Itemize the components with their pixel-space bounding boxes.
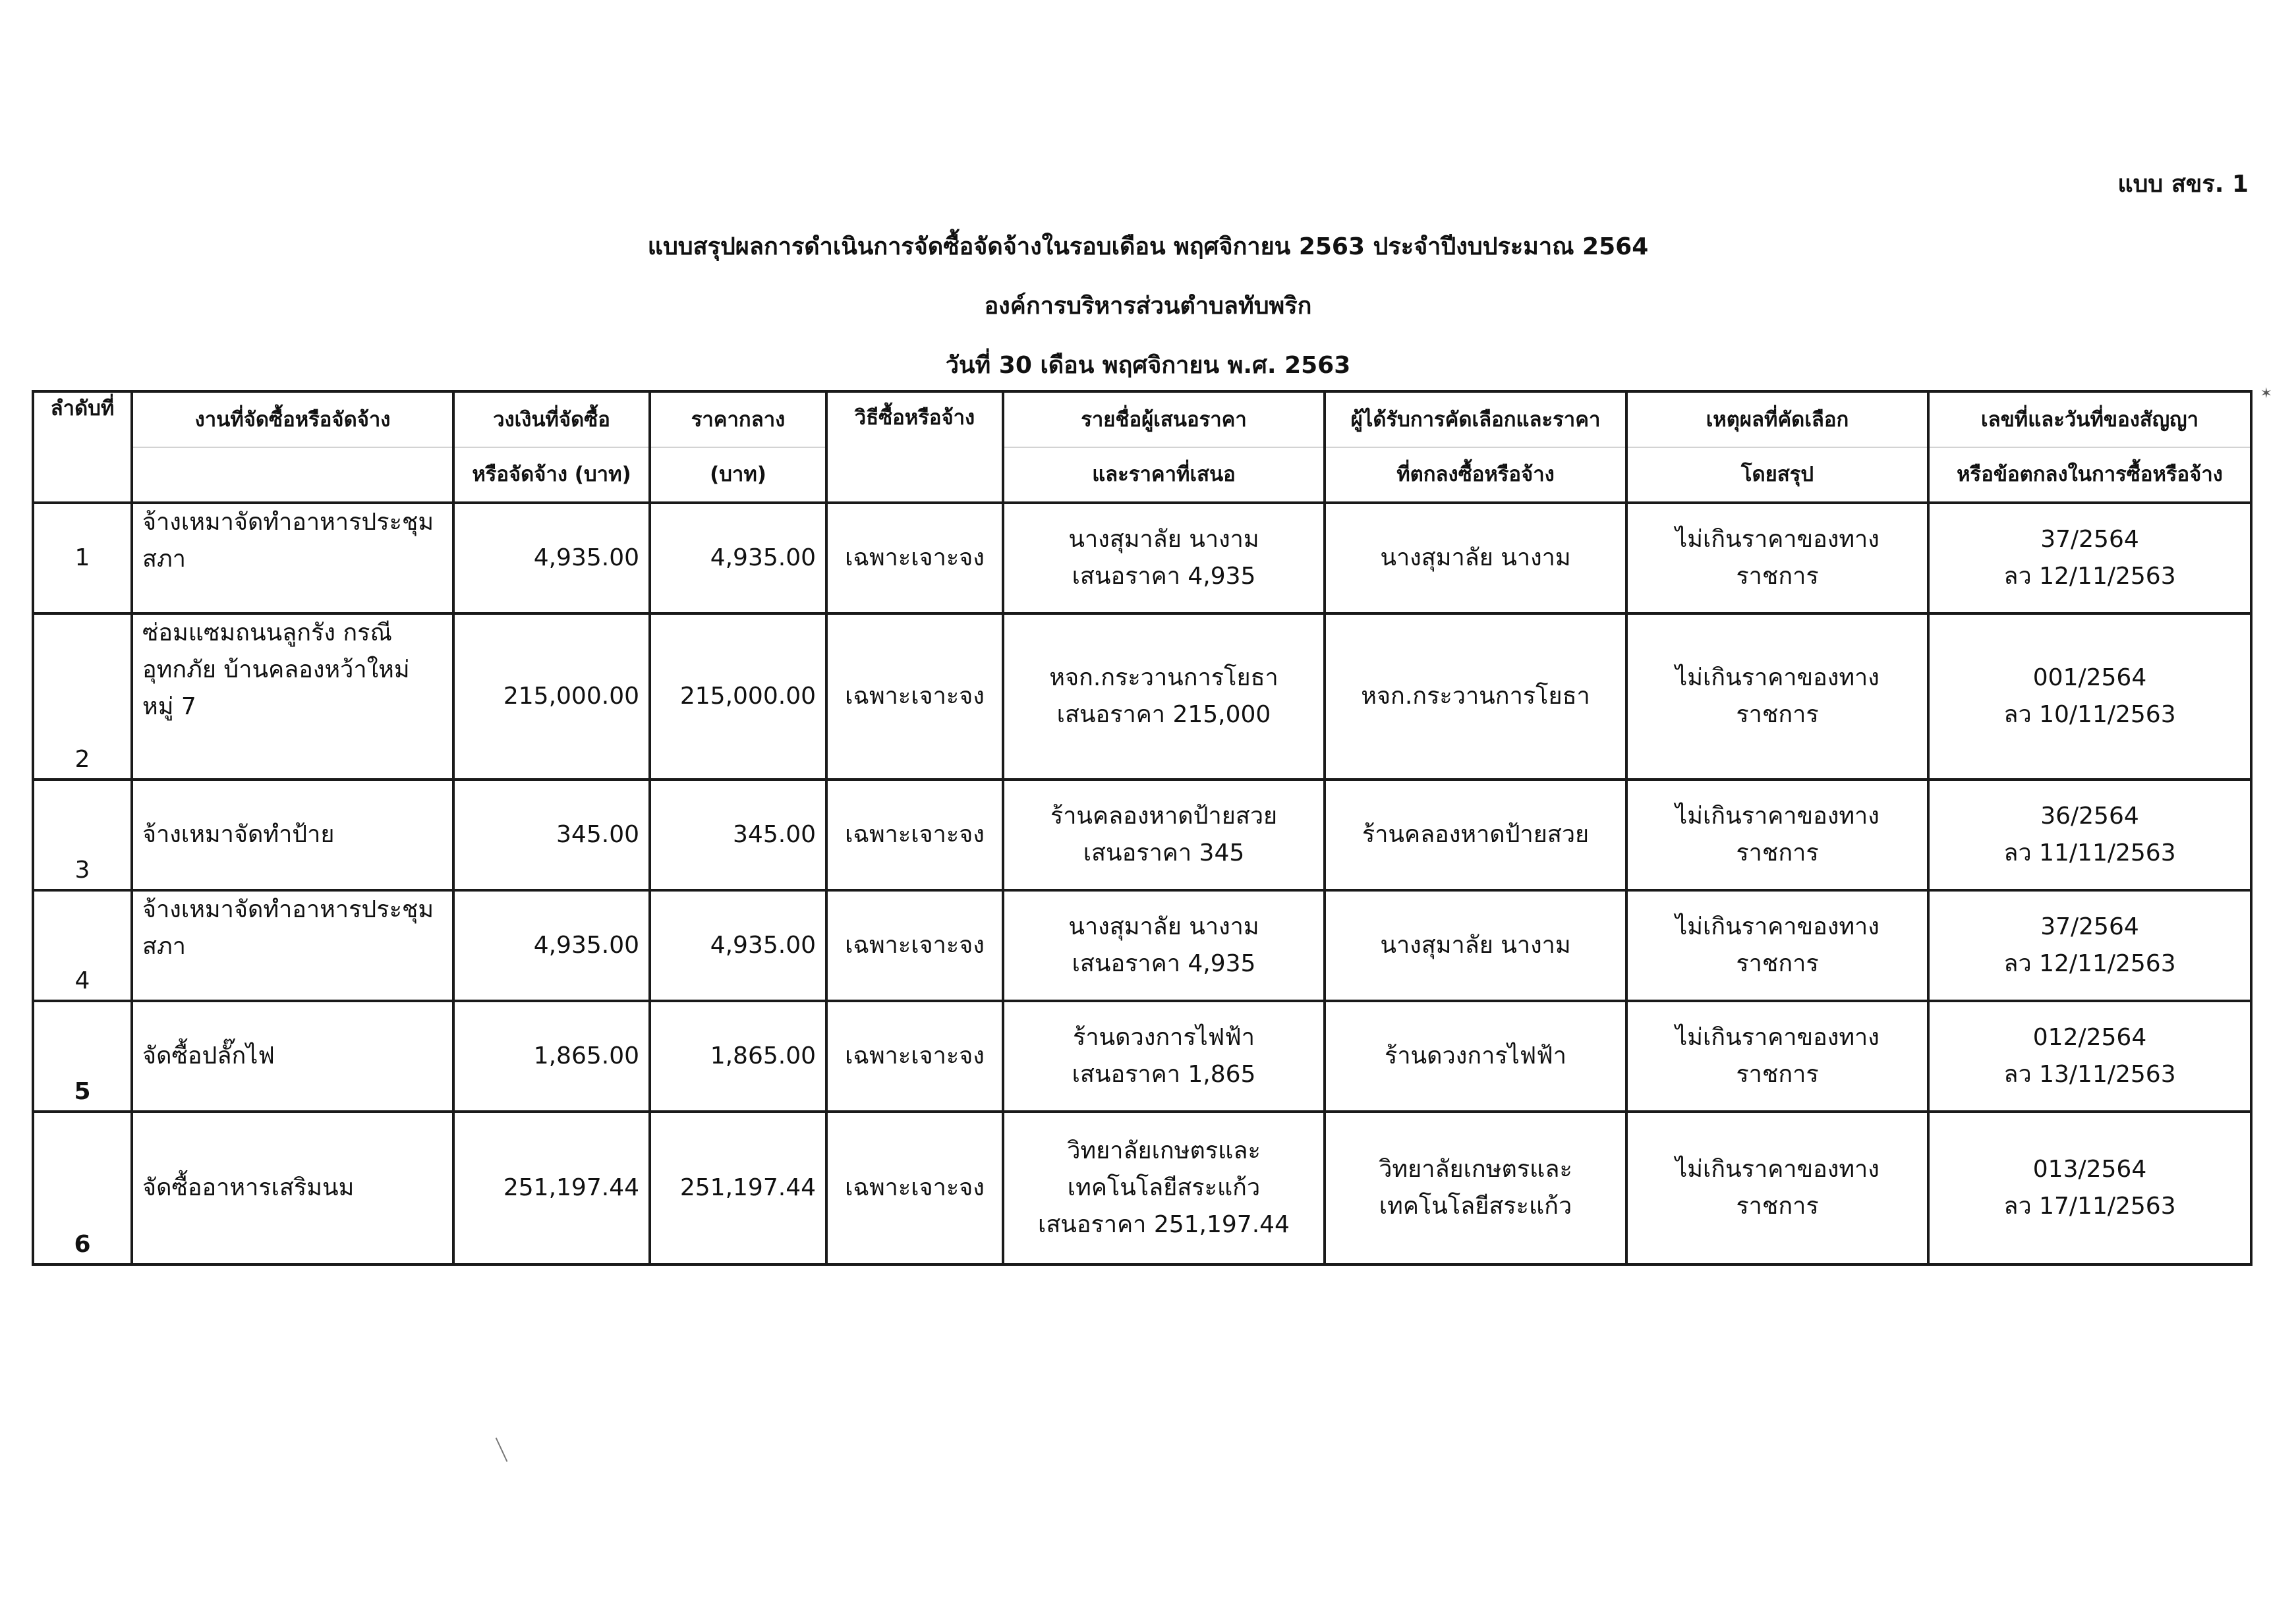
row-number: 4 — [33, 890, 132, 1001]
bidder-line: นางสุมาลัย นางาม — [1068, 526, 1259, 554]
header-median-price: ราคากลาง — [650, 391, 826, 447]
row-item — [132, 613, 453, 780]
item-line: จัดซื้ออาหารเสริมนม — [142, 1174, 355, 1202]
row-median-price: 215,000.00 — [650, 613, 826, 780]
winner-line: หจก.กระวานการโยธา — [1361, 683, 1590, 710]
contract-line: 37/2564 — [2040, 526, 2139, 554]
row-reason: ไม่เกินราคาของทางราชการ — [1626, 1112, 1928, 1264]
contract-line: 012/2564 — [2032, 1024, 2147, 1052]
row-method: เฉพาะเจาะจง — [826, 890, 1003, 1001]
row-contract — [1928, 1001, 2251, 1112]
bidder-line: หจก.กระวานการโยธา — [1049, 664, 1278, 692]
header-bidders: รายชื่อผู้เสนอราคา — [1003, 391, 1325, 447]
row-bidder — [1003, 503, 1325, 613]
contract-line: 013/2564 — [2032, 1156, 2147, 1183]
organization-name: องค์การบริหารส่วนตำบลทับพริก — [984, 293, 1312, 320]
contract-line: ลว 12/11/2563 — [2003, 563, 2176, 590]
row-budget: 251,197.44 — [453, 1112, 650, 1264]
row-winner — [1325, 613, 1626, 780]
table-row — [33, 890, 2251, 1001]
contract-line: 37/2564 — [2040, 913, 2139, 941]
form-code: แบบ สขร. 1 — [2117, 171, 2249, 198]
bidder-line: ร้านดวงการไฟฟ้า — [1073, 1024, 1255, 1052]
row-winner — [1325, 503, 1626, 613]
row-reason: ไม่เกินราคาของทางราชการ — [1626, 613, 1928, 780]
bidder-line: เสนอราคา 345 — [1083, 839, 1245, 866]
row-median-price: 345.00 — [650, 780, 826, 890]
row-item — [132, 1112, 453, 1264]
winner-line: ร้านคลองหาดป้ายสวย — [1362, 821, 1590, 849]
row-number: 2 — [33, 613, 132, 780]
row-number: 6 — [33, 1112, 132, 1264]
row-reason: ไม่เกินราคาของทางราชการ — [1626, 503, 1928, 613]
contract-line: ลว 13/11/2563 — [2003, 1061, 2176, 1088]
header-reason: เหตุผลที่คัดเลือก — [1626, 391, 1928, 447]
scan-mark: ✶ — [2260, 385, 2272, 402]
row-bidder — [1003, 1112, 1325, 1264]
row-method: เฉพาะเจาะจง — [826, 1001, 1003, 1112]
row-budget: 4,935.00 — [453, 890, 650, 1001]
header-budget: วงเงินที่จัดซื้อ — [453, 391, 650, 447]
header-median-unit: (บาท) — [650, 447, 826, 503]
bidder-line: เสนอราคา 1,865 — [1072, 1061, 1256, 1088]
header-item: งานที่จัดซื้อหรือจัดจ้าง — [132, 391, 453, 447]
item-line: อุทกภัย บ้านคลองหว้าใหม่ — [142, 656, 410, 683]
row-winner — [1325, 1112, 1626, 1264]
row-winner — [1325, 1001, 1626, 1112]
row-bidder — [1003, 780, 1325, 890]
row-contract — [1928, 890, 2251, 1001]
table-row — [33, 1001, 2251, 1112]
item-line: จัดซื้อปลั๊กไฟ — [142, 1042, 275, 1070]
table-row — [33, 780, 2251, 890]
bidder-line: เสนอราคา 4,935 — [1072, 950, 1256, 977]
row-method: เฉพาะเจาะจง — [826, 780, 1003, 890]
row-item — [132, 890, 453, 1001]
row-budget: 1,865.00 — [453, 1001, 650, 1112]
row-item — [132, 503, 453, 613]
row-contract — [1928, 613, 2251, 780]
bidder-line: นางสุมาลัย นางาม — [1068, 913, 1259, 941]
item-line: จ้างเหมาจัดทำป้าย — [142, 821, 335, 849]
header-contract-sub: หรือข้อตกลงในการซื้อหรือจ้าง — [1928, 447, 2251, 503]
bidder-line: วิทยาลัยเกษตรและ — [1067, 1137, 1261, 1165]
winner-line: เทคโนโลยีสระแก้ว — [1379, 1193, 1572, 1220]
row-number: 5 — [33, 1001, 132, 1112]
row-median-price: 4,935.00 — [650, 890, 826, 1001]
winner-line: ร้านดวงการไฟฟ้า — [1385, 1042, 1566, 1070]
bidder-line: เสนอราคา 4,935 — [1072, 563, 1256, 590]
row-budget: 215,000.00 — [453, 613, 650, 780]
row-method: เฉพาะเจาะจง — [826, 503, 1003, 613]
row-method: เฉพาะเจาะจง — [826, 613, 1003, 780]
header-no: ลำดับที่ — [33, 391, 132, 503]
header-reason-sub: โดยสรุป — [1626, 447, 1928, 503]
scan-speck — [496, 1437, 508, 1462]
bidder-line: เทคโนโลยีสระแก้ว — [1067, 1174, 1261, 1202]
item-line: หมู่ 7 — [142, 693, 196, 720]
row-contract — [1928, 503, 2251, 613]
row-contract — [1928, 780, 2251, 890]
table-row — [33, 613, 2251, 780]
row-bidder — [1003, 890, 1325, 1001]
item-line: จ้างเหมาจัดทำอาหารประชุม — [142, 509, 434, 536]
winner-line: นางสุมาลัย นางาม — [1380, 932, 1571, 959]
contract-line: 001/2564 — [2032, 664, 2147, 692]
bidder-line: เสนอราคา 215,000 — [1056, 701, 1271, 728]
contract-line: 36/2564 — [2040, 803, 2139, 830]
header-winner-sub: ที่ตกลงซื้อหรือจ้าง — [1325, 447, 1626, 503]
row-number: 3 — [33, 780, 132, 890]
row-winner — [1325, 890, 1626, 1001]
row-budget: 4,935.00 — [453, 503, 650, 613]
procurement-table — [32, 390, 2253, 1266]
table-row — [33, 503, 2251, 613]
contract-line: ลว 11/11/2563 — [2003, 839, 2176, 866]
contract-line: ลว 12/11/2563 — [2003, 950, 2176, 977]
item-line: ซ่อมแซมถนนลูกรัง กรณี — [142, 619, 392, 646]
report-title: แบบสรุปผลการดำเนินการจัดซื้อจัดจ้างในรอบเดือน พฤศจิกายน 2563 ประจำปีงบประมาณ 2564 — [647, 233, 1649, 260]
winner-line: วิทยาลัยเกษตรและ — [1379, 1156, 1572, 1183]
item-line: สภา — [142, 932, 186, 960]
table-row — [33, 1112, 2251, 1264]
bidder-line: ร้านคลองหาดป้ายสวย — [1050, 803, 1278, 830]
row-median-price: 1,865.00 — [650, 1001, 826, 1112]
report-date: วันที่ 30 เดือน พฤศจิกายน พ.ศ. 2563 — [945, 352, 1351, 379]
header-item-blank — [132, 447, 453, 503]
row-bidder — [1003, 613, 1325, 780]
row-bidder — [1003, 1001, 1325, 1112]
row-reason: ไม่เกินราคาของทางราชการ — [1626, 780, 1928, 890]
row-method: เฉพาะเจาะจง — [826, 1112, 1003, 1264]
row-winner — [1325, 780, 1626, 890]
header-budget-unit: หรือจัดจ้าง (บาท) — [453, 447, 650, 503]
contract-line: ลว 17/11/2563 — [2003, 1193, 2176, 1220]
row-reason: ไม่เกินราคาของทางราชการ — [1626, 1001, 1928, 1112]
header-winner: ผู้ได้รับการคัดเลือกและราคา — [1325, 391, 1626, 447]
row-reason: ไม่เกินราคาของทางราชการ — [1626, 890, 1928, 1001]
row-number: 1 — [33, 503, 132, 613]
item-line: จ้างเหมาจัดทำอาหารประชุม — [142, 896, 434, 923]
bidder-line: เสนอราคา 251,197.44 — [1038, 1210, 1290, 1238]
item-line: สภา — [142, 545, 186, 573]
row-median-price: 251,197.44 — [650, 1112, 826, 1264]
row-item — [132, 1001, 453, 1112]
winner-line: นางสุมาลัย นางาม — [1380, 544, 1571, 572]
header-contract: เลขที่และวันที่ของสัญญา — [1928, 391, 2251, 447]
row-median-price: 4,935.00 — [650, 503, 826, 613]
row-budget: 345.00 — [453, 780, 650, 890]
contract-line: ลว 10/11/2563 — [2003, 701, 2176, 728]
header-bidders-sub: และราคาที่เสนอ — [1003, 447, 1325, 503]
header-method: วิธีซื้อหรือจ้าง — [826, 391, 1003, 503]
row-item — [132, 780, 453, 890]
row-contract — [1928, 1112, 2251, 1264]
